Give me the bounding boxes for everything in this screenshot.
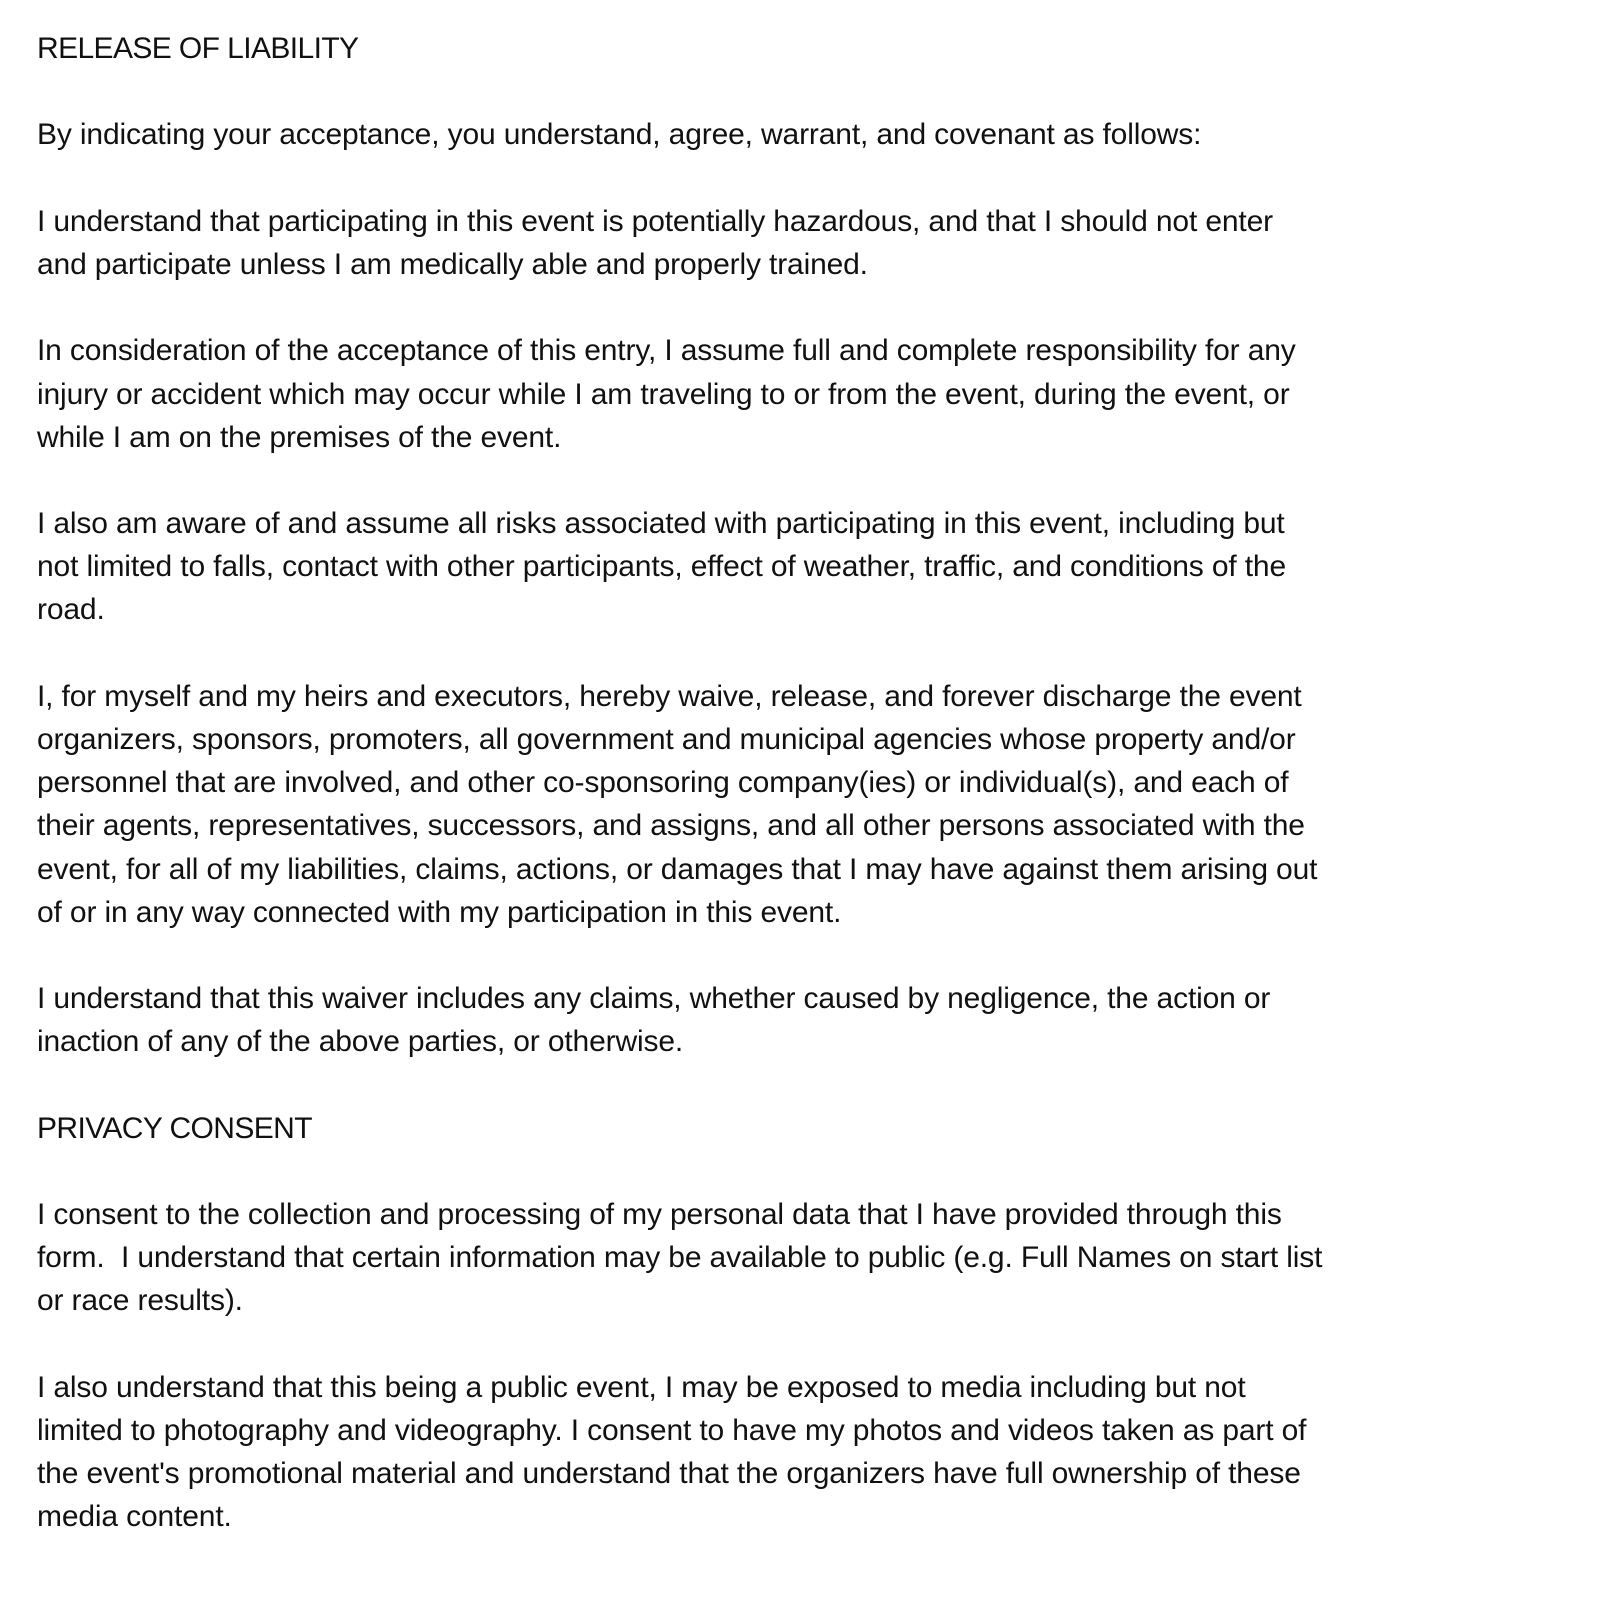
paragraph-line: or race results). [37,1284,243,1318]
paragraph-line: limited to photography and videography. I consent to have my photos and videos taken as part of [37,1414,1307,1447]
paragraph-line: I understand that participating in this event is potentially hazardous, and that I should not enter [37,204,1273,238]
paragraph-line: form. I understand that certain information may be available to public (e.g. Full Names on start list [37,1241,1323,1275]
paragraph-line: event, for all of my liabilities, claims, actions, or damages that I may have against them arising out [37,852,1318,886]
paragraph-line: I, for myself and my heirs and executors, hereby waive, release, and forever discharge the event [37,679,1302,713]
section-heading: PRIVACY CONSENT [37,1111,312,1145]
paragraph-hazard-notice [37,200,1577,286]
paragraph-line: I understand that this waiver includes any claims, whether caused by negligence, the action or [37,982,1271,1016]
paragraph-line: not limited to falls, contact with other participants, effect of weather, traffic, and conditions of the [37,550,1286,584]
paragraph-media-consent [37,1366,1577,1539]
waiver-document [37,27,1577,1582]
paragraph-waiver-release [37,675,1577,934]
paragraph-line: their agents, representatives, successors, and assigns, and all other persons associated with the [37,809,1305,843]
paragraph-line: organizers, sponsors, promoters, all government and municipal agencies whose property and/or [37,723,1296,756]
paragraph-responsibility [37,329,1577,459]
section-release-of-liability-heading [37,27,1577,70]
paragraph-line: I consent to the collection and processing of my personal data that I have provided through this [37,1198,1282,1232]
paragraph-waiver-scope [37,977,1577,1063]
paragraph-line: inaction of any of the above parties, or otherwise. [37,1025,684,1059]
paragraph-line: and participate unless I am medically able and properly trained. [37,247,868,281]
paragraph-line: In consideration of the acceptance of this entry, I assume full and complete responsibility for any [37,334,1296,368]
paragraph-line: while I am on the premises of the event. [37,420,562,454]
section-privacy-consent-heading [37,1107,1577,1150]
paragraph-line: I also am aware of and assume all risks associated with participating in this event, including but [37,507,1285,541]
paragraph-data-consent [37,1193,1577,1323]
paragraph-line: personnel that are involved, and other co-sponsoring company(ies) or individual(s), and each of [37,766,1289,800]
paragraph-line: road. [37,593,105,627]
section-heading: RELEASE OF LIABILITY [37,32,359,65]
paragraph-line: media content. [37,1500,232,1534]
paragraph-line: I also understand that this being a public event, I may be exposed to media including but not [37,1370,1246,1404]
paragraph-line: injury or accident which may occur while I am traveling to or from the event, during the event, or [37,377,1290,411]
paragraph-assumption-of-risk [37,502,1577,632]
paragraph-line: By indicating your acceptance, you understand, agree, warrant, and covenant as follows: [37,118,1202,152]
paragraph-line: the event's promotional material and understand that the organizers have full ownership of these [37,1457,1301,1491]
paragraph-line: of or in any way connected with my participation in this event. [37,895,842,929]
paragraph-acceptance [37,113,1577,156]
